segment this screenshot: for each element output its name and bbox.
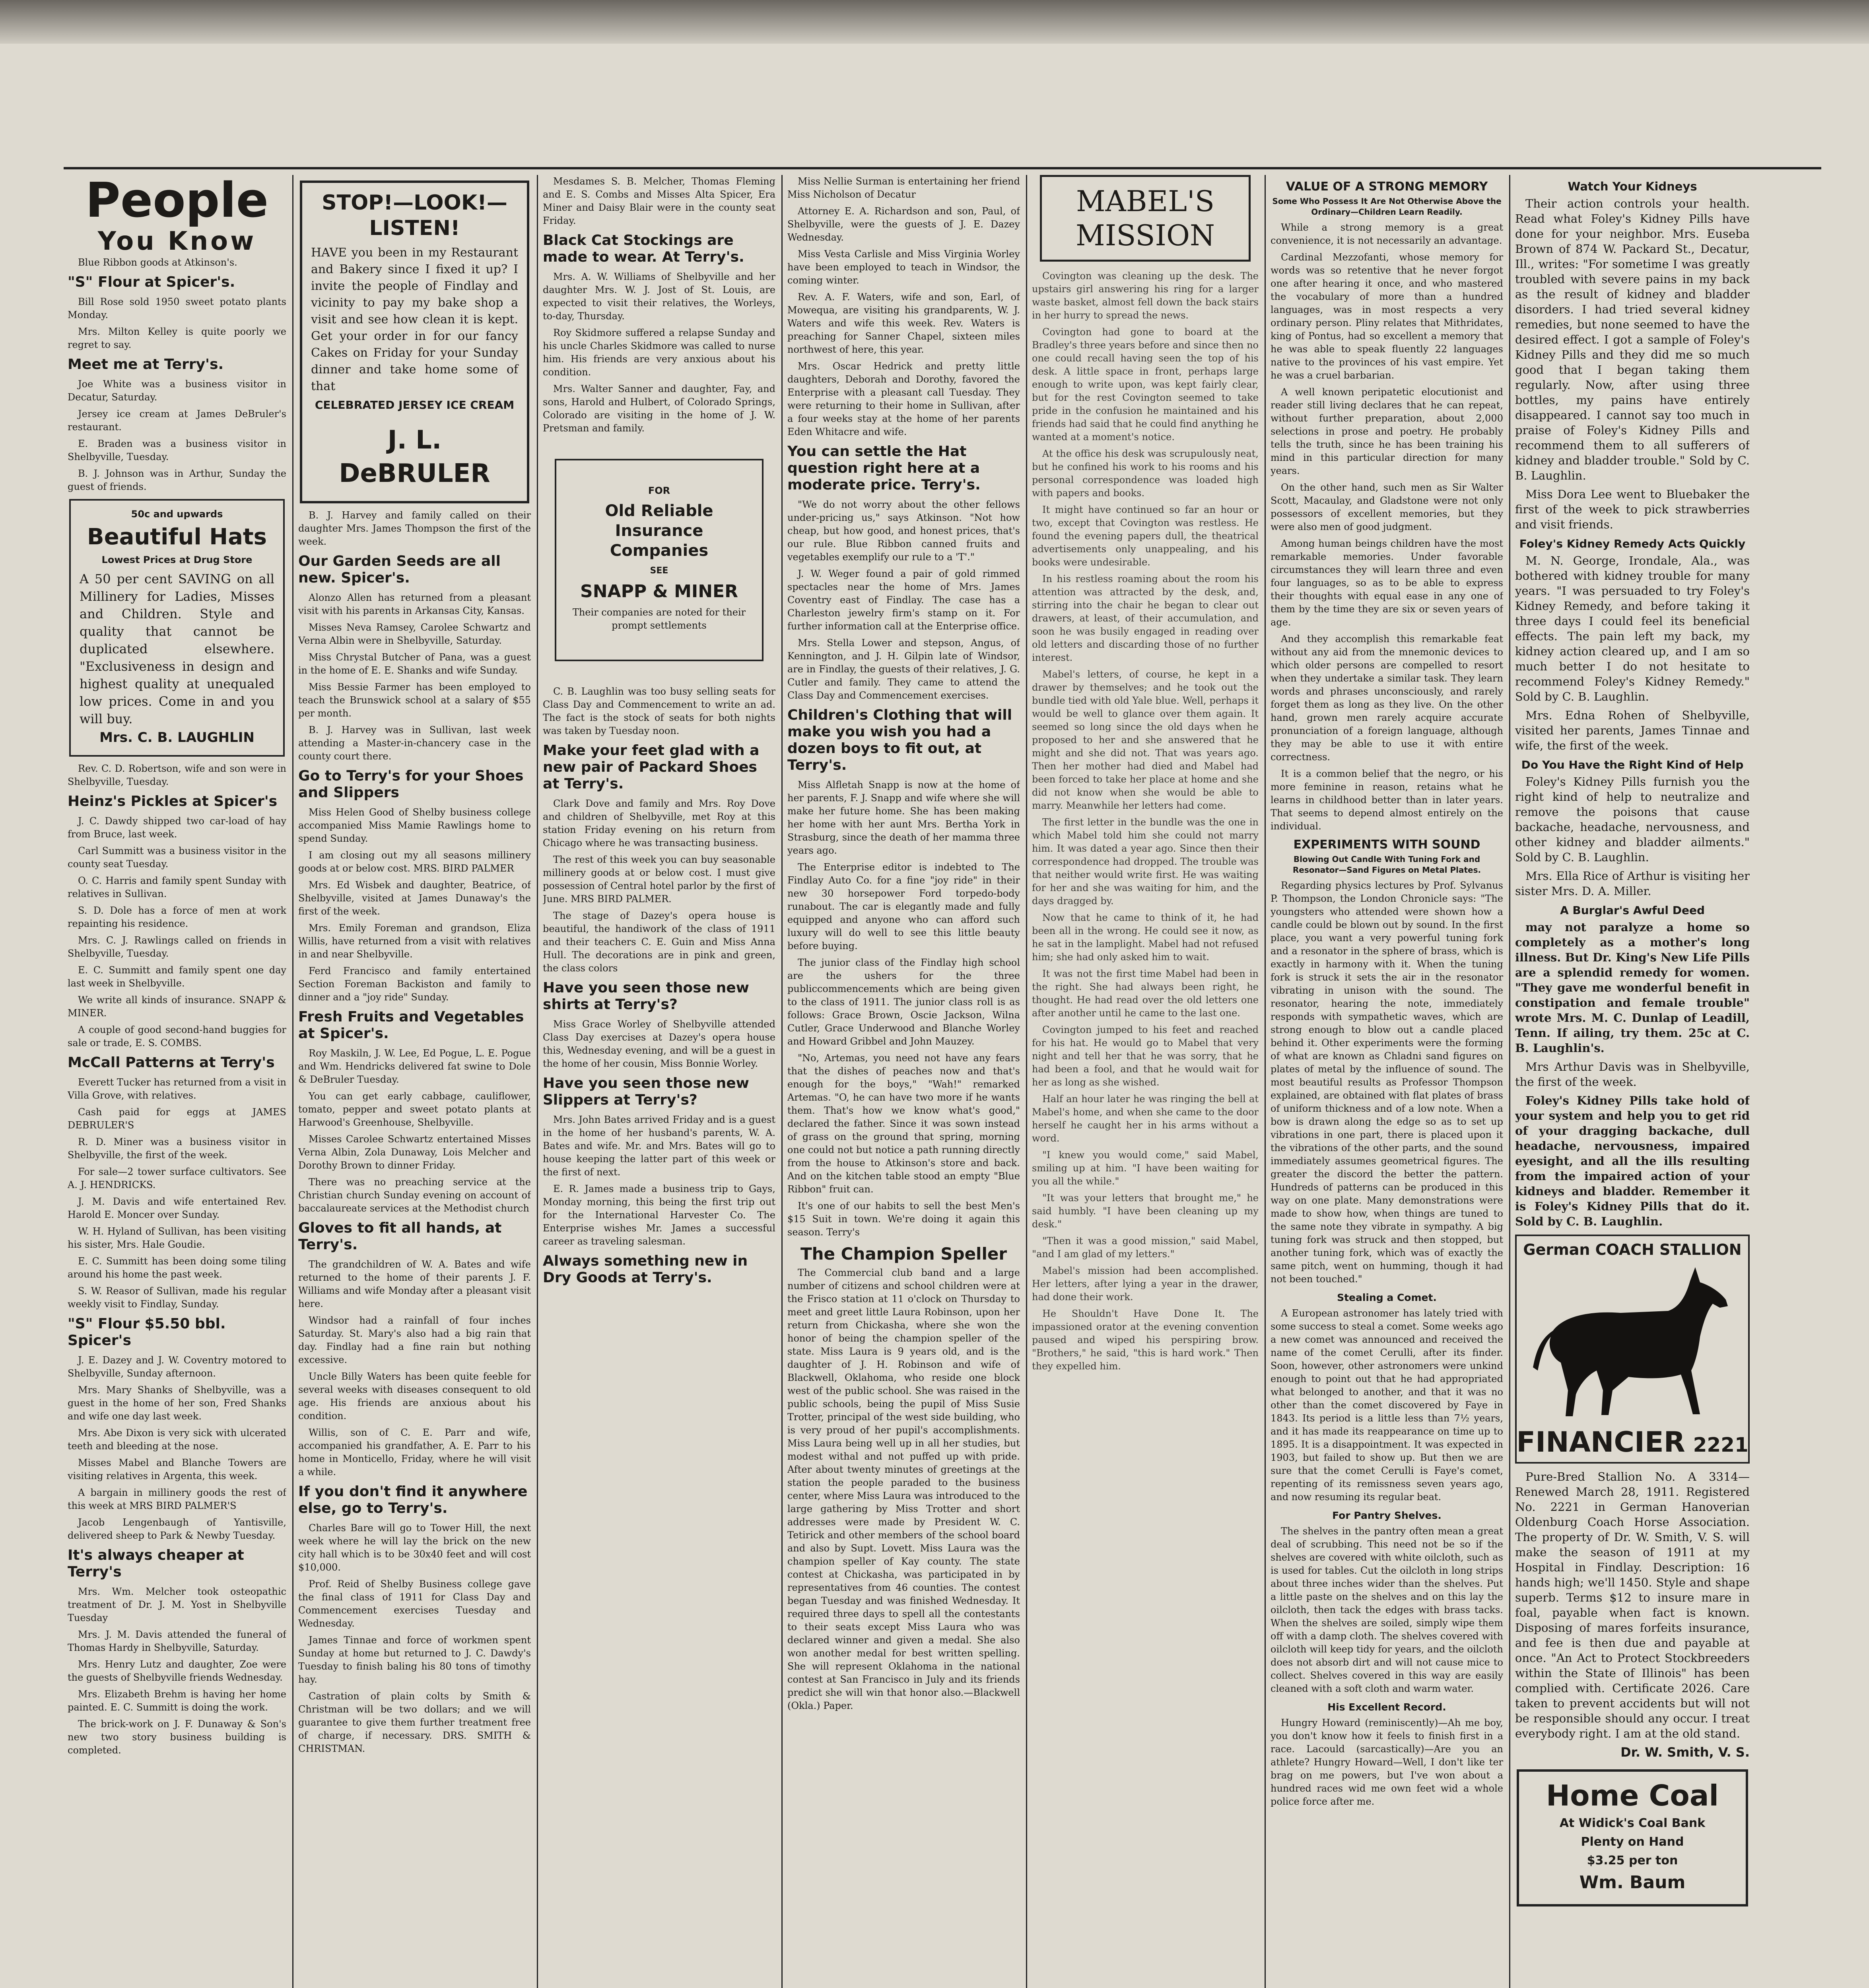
local-item: "S" Flour at Spicer's.	[68, 274, 235, 290]
comet-text: A European astronomer has lately tried with some success to steal a comet. Some weeks ago a new comet was announced and received the name of the comet Cerulli, after its finder. Soon, however, other astronomers were unkind enough to point out that he had appropriated what belonged to another, and that it was no other than the comet discovered by Faye in 1843. Its period is a little less than 7½ years, and it has made its reappearance on time up to 1895. It is a disappointment. It was expected in 1903, but failed to show up. But then we are sure that the comet Cerulli is Faye's comet, repenting of its remissness seven years ago, and now resuming its regular beat.	[1271, 1308, 1503, 1503]
local-item: Gloves to fit all hands, at Terry's.	[298, 1220, 502, 1253]
story-text	[1032, 270, 1259, 1373]
local-item: Windsor had a rainfall of four inches Saturday. St. Mary's also had a big rain that day. Findlay had a fine rain but nothing excessive.	[298, 1315, 531, 1365]
local-item: Have you seen those new Slippers at Terry's?	[543, 1075, 749, 1108]
column-3	[543, 175, 775, 1988]
restaurant-tagline: CELEBRATED JERSEY ICE CREAM	[315, 398, 515, 412]
restaurant-body: HAVE you been in my Restaurant and Bakery since I fixed it up? I invite the people of Findlay and vicinity to pay my bake shop a visit and see how clean it is kept. Get your order in for our fancy Cakes on Friday for your Sunday dinner and take home some of that	[311, 246, 518, 393]
local-item: The rest of this week you can buy seasonable millinery goods at or below cost. I must give possession of Central hotel parlor by the first of June. MRS BIRD PALMER.	[543, 854, 775, 905]
local-item: Mrs. J. M. Davis attended the funeral of Thomas Hardy in Shelbyville, Saturday.	[68, 1629, 286, 1653]
local-item: Always something new in Dry Goods at Terry's.	[543, 1253, 748, 1286]
insurance-agent: SNAPP & MINER	[580, 581, 738, 602]
local-item: J. E. Dazey and J. W. Coventry motored to Shelbyville, Sunday afternoon.	[68, 1355, 286, 1379]
local-item: The stage of Dazey's opera house is beautiful, the handiwork of the class of 1911 and their teachers C. E. Guin and Miss Anna Hull. The decorations are in pink and green, the class colors	[543, 910, 775, 974]
insurance-title: Old Reliable Insurance Companies	[605, 502, 713, 560]
local-item: If you don't find it anywhere else, go to Terry's.	[298, 1483, 528, 1516]
story-paragraph: The first letter in the bundle was the one in which Mabel told him she could not marry him. It was dated a year ago. Since then their correspondence had dropped. The trouble was that neither would write first. He was waiting for her and she was waiting for him, and the days dragged by.	[1032, 817, 1259, 907]
local-item: Mrs. Wm. Melcher took osteopathic treatment of Dr. J. M. Yost in Shelbyville Tuesday	[68, 1586, 286, 1623]
local-item: For sale—2 tower surface cultivators. See A. J. HENDRICKS.	[68, 1166, 286, 1190]
local-item: Heinz's Pickles at Spicer's	[68, 793, 278, 810]
story-paragraph: It might have continued so far an hour or two, except that Covington was restless. He found the evening papers dull, the theatrical advertisements only unappealing, and his books were undesirable.	[1032, 504, 1259, 568]
local-item: It's one of our habits to sell the best Men's $15 Suit in town. We're doing it again this season. Terry's	[787, 1200, 1020, 1238]
story-paragraph: "Then it was a good mission," said Mabel, "and I am glad of my letters."	[1032, 1235, 1259, 1260]
local-item: Mrs. Emily Foreman and grandson, Eliza Willis, have returned from a visit with relatives in and near Shelbyville.	[298, 922, 531, 960]
item-rice: Mrs. Ella Rice of Arthur is visiting her sister Mrs. D. A. Miller.	[1515, 869, 1750, 898]
foley-text: M. N. George, Irondale, Ala., was bothered with kidney trouble for many years. "I was persuaded to try Foley's Kidney Remedy, and before taking it three days I could feel its beneficial effects. The pain left my back, my kidney action cleared up, and I am so much better I do not hesitate to recommend Foley's Kidney Remedy." Sold by C. B. Laughlin.	[1515, 554, 1750, 703]
burglar-text: may not paralyze a home so completely as a mother's long illness. But Dr. King's New Life Pills are a splendid remedy for women. "They gave me wonderful benefit in constipation and female trouble" wrote Mrs. M. C. Dunlap of Leadill, Tenn. If ailing, try them. 25c at C. B. Laughlin's.	[1515, 920, 1750, 1055]
local-item: Mrs. Abe Dixon is very sick with ulcerated teeth and bleeding at the nose.	[68, 1427, 286, 1452]
help-text: Foley's Kidney Pills furnish you the right kind of help to neutralize and remove the poisons that cause backache, headache, nervousness, and other kidney and bladder ailments." Sold by C. B. Laughlin.	[1515, 775, 1750, 864]
local-item: Bill Rose sold 1950 sweet potato plants Monday.	[68, 296, 286, 320]
stallion-number: 2221	[1693, 1433, 1749, 1456]
restaurant-signature: J. L. DeBRULER	[339, 425, 490, 488]
local-item: B. J. Harvey was in Sullivan, last week attending a Master-in-chancery case in the county court there.	[298, 724, 531, 762]
header-rule	[64, 167, 1821, 169]
stallion-signature: Dr. W. Smith, V. S.	[1620, 1745, 1750, 1760]
local-item: It's always cheaper at Terry's	[68, 1547, 244, 1580]
story-paragraph: "It was your letters that brought me," he said humbly. "I have been cleaning up my desk."	[1032, 1192, 1259, 1230]
local-item: J. M. Davis and wife entertained Rev. Harold E. Moncer over Sunday.	[68, 1196, 286, 1220]
stallion-name: FINANCIER	[1516, 1426, 1685, 1458]
local-item: Mrs. Mary Shanks of Shelbyville, was a guest in the home of her son, Fred Shanks and wife one day last week.	[68, 1384, 286, 1422]
story-paragraph: "I knew you would come," said Mabel, smiling up at him. "I have been waiting for you all the while."	[1032, 1149, 1259, 1187]
local-item: Cash paid for eggs at JAMES DEBRULER'S	[68, 1107, 286, 1131]
article-paragraph: A well known peripatetic elocutionist and reader still living declares that he can repeat, without further preparation, about 2,000 selections in prose and poetry. He probably tells the truth, since he has been training his mind in this particular direction for many years.	[1271, 386, 1503, 476]
local-item: Miss Alfletah Snapp is now at the home of her parents, F. J. Snapp and wife where she will make her future home. She has been making her home with her aunt Mrs. Bertha York in Strasburg, since the death of her mamma three years ago.	[787, 779, 1020, 856]
story-paragraph: At the office his desk was scrupulously neat, but he confined his work to his rooms and his personal correspondence was loaded high with papers and books.	[1032, 448, 1259, 499]
local-items	[298, 509, 531, 1755]
local-items-b	[68, 762, 286, 1757]
foley-title: Foley's Kidney Remedy Acts Quickly	[1519, 537, 1746, 550]
column-rule	[292, 175, 293, 1988]
article-paragraph: Regarding physics lectures by Prof. Sylvanus P. Thompson, the London Chronicle says: "The youngsters who attended were shown how a candle could be blown out by sound. In the first place, you want a very powerful tuning fork and a resonator in the sphere of brass, which is exactly in harmony with it. When the tuning fork is struck it sets the air in the resonator vibrating in unison with the sound. The resonator, hearing the note, immediately responds with sympathetic waves, which are strong enough to blow out a candle placed behind it. Other experiments were the forming of what are known as Chladni sand figures on plates of metal by the influence of sound. The most beautiful results as Professor Thompson explained, are obtained with flat plates of brass of uniform thickness and of a low note. When a bow is drawn along the edge so as to set up vibrations in one part, there is placed upon it the vibrations of the other parts, and the sound immediately assumes geometrical figures. The greater the discord the better the pattern. Hundreds of patterns can be produced in this way on one plate. Many demonstrations were made to show how, when things are tuned to the same note they vibrate in sympathy. A big tuning fork was struck and then stopped, but another tuning fork, which was of exactly the same pitch, went on humming, though it had not been touched."	[1271, 880, 1503, 1285]
memory-text	[1271, 221, 1503, 833]
stallion-ad	[1515, 1235, 1750, 1464]
insurance-ad	[555, 459, 764, 661]
local-item: Rev. C. D. Robertson, wife and son were in Shelbyville, Tuesday.	[68, 763, 286, 787]
column-rule	[781, 175, 783, 1988]
local-item: J. W. Weger found a pair of gold rimmed spectacles near the home of Mrs. James Coventry east of Findlay. The case has a Charleston jewelry firm's stamp on it. For further information call at the Enterprise office.	[787, 568, 1020, 632]
page-top-edge	[0, 0, 1869, 44]
local-item: B. J. Johnson was in Arthur, Sunday the guest of friends.	[68, 468, 286, 492]
local-items-a	[543, 175, 775, 435]
column-2	[298, 175, 531, 1988]
shelves-title: For Pantry Shelves.	[1332, 1510, 1442, 1521]
local-item: Black Cat Stockings are made to wear. At Terry's.	[543, 232, 744, 265]
item-rohen: Mrs. Edna Rohen of Shelbyville, visited her parents, James Tinnae and wife, the first of the week.	[1515, 709, 1750, 752]
story-paragraph: Mabel's mission had been accomplished. Her letters, after lying a year in the drawer, had done their work.	[1032, 1265, 1259, 1303]
column-rule	[1026, 175, 1027, 1988]
item-lee: Miss Dora Lee went to Bluebaker the first of the week to pick strawberries and visit friends.	[1515, 487, 1750, 531]
story-paragraph: He Shouldn't Have Done It. The impassioned orator at the evening convention paused and wiped his perspiring brow. "Brothers," he said, "this is hard work." Then they expelled him.	[1032, 1308, 1259, 1372]
local-items-b	[543, 685, 775, 1286]
local-item: Miss Grace Worley of Shelbyville attended Class Day exercises at Dazey's opera house this, Wednesday evening, and will be a guest in the home of her cousin, Miss Bonnie Worley.	[543, 1019, 775, 1069]
local-item: R. D. Miner was a business visitor in Shelbyville, the first of the week.	[68, 1136, 286, 1161]
comet-title: Stealing a Comet.	[1337, 1292, 1437, 1303]
foley2-text: Foley's Kidney Pills take hold of your system and help you to get rid of your dragging backache, dull headache, nervousness, impaired eyesight, and all the ills resulting from the impaired action of your kidneys and bladder. Remember it is Foley's Kidney Pills that do it. Sold by C. B. Laughlin.	[1515, 1094, 1750, 1228]
local-item: James Tinnae and force of workmen spent Sunday at home but returned to J. C. Dawdy's Tuesday to finish baling his 80 tons of timothy hay.	[298, 1635, 531, 1685]
masthead-subtitle: You Know	[97, 227, 256, 256]
story-paragraph: In his restless roaming about the room his attention was attracted by the desk, and, stirring into the chair he began to clear out drawers, at least, of their accumulation, and soon he was busily engaged in reading over old letters and discarding those of no further interest.	[1032, 573, 1259, 663]
local-item: Fresh Fruits and Vegetables at Spicer's.	[298, 1009, 524, 1042]
local-item: Mrs. Elizabeth Brehm is having her home painted. E. C. Summitt is doing the work.	[68, 1689, 286, 1713]
local-item: Mrs. Milton Kelley is quite poorly we regret to say.	[68, 326, 286, 350]
story-paragraph: It was not the first time Mabel had been in the right. She had always been right, he thought. He had read over the old letters one after another until he came to the last one.	[1032, 968, 1259, 1019]
local-item: We write all kinds of insurance. SNAPP & MINER.	[68, 994, 286, 1019]
column-7	[1515, 175, 1750, 1988]
local-item: Our Garden Seeds are all new. Spicer's.	[298, 553, 501, 586]
local-item: Children's Clothing that will make you wish you had a dozen boys to fit out, at Terry's.	[787, 707, 1012, 773]
local-item: Mrs. C. J. Rawlings called on friends in Shelbyville, Tuesday.	[68, 935, 286, 959]
local-item: Have you seen those new shirts at Terry's?	[543, 980, 749, 1013]
local-item: Miss Chrystal Butcher of Pana, was a guest in the home of E. E. Shanks and wife Sunday.	[298, 652, 531, 676]
local-item: O. C. Harris and family spent Sunday with relatives in Sullivan.	[68, 875, 286, 899]
column-rule	[1509, 175, 1510, 1988]
local-item: E. Braden was a business visitor in Shelbyville, Tuesday.	[68, 438, 286, 462]
local-item: Attorney E. A. Richardson and son, Paul, of Shelbyville, were the guests of J. E. Dazey Wednesday.	[787, 206, 1020, 243]
story-paragraph: Covington jumped to his feet and reached for his hat. He would go to Mabel that very night and tell her that he was sorry, that he had been a fool, and that he would wait for her as long as she wished.	[1032, 1024, 1259, 1088]
kidneys-title: Watch Your Kidneys	[1568, 180, 1697, 193]
local-item: Go to Terry's for your Shoes and Slippers	[298, 768, 524, 801]
local-item: Miss Bessie Farmer has been employed to teach the Brunswick school at a salary of $55 per month.	[298, 681, 531, 719]
local-item: E. C. Summitt has been doing some tiling around his home the past week.	[68, 1256, 286, 1280]
local-item: Mrs. A. W. Williams of Shelbyville and her daughter Mrs. W. J. Jost of St. Louis, are expected to visit their relatives, the Worleys, to-day, Thursday.	[543, 271, 775, 322]
local-item: Uncle Billy Waters has been quite feeble for several weeks with diseases consequent to old age. His friends are anxious about his condition.	[298, 1371, 531, 1421]
hats-ad	[69, 499, 285, 757]
insurance-see: SEE	[650, 566, 668, 576]
local-item: There was no preaching service at the Christian church Sunday evening on account of baccalaureate services at the Methodist church	[298, 1176, 531, 1214]
local-item: I am closing out my all seasons millinery goods at or below cost. MRS. BIRD PALMER	[298, 850, 531, 874]
local-item: McCall Patterns at Terry's	[68, 1054, 275, 1071]
local-item: Rev. A. F. Waters, wife and son, Earl, of Mowequa, are visiting his grandparents, W. J. Waters and wife this week. Rev. Waters is preaching for Sanner Chapel, sixteen miles northwest of here, this year.	[787, 291, 1020, 355]
local-item: Mrs. Henry Lutz and daughter, Zoe were the guests of Shelbyville friends Wednesday.	[68, 1659, 286, 1683]
local-item: B. J. Harvey and family called on their daughter Mrs. James Thompson the first of the week.	[298, 510, 531, 547]
local-item: The grandchildren of W. A. Bates and wife returned to the home of their parents J. F. Williams and wife Monday after a pleasant visit here.	[298, 1259, 531, 1309]
local-item: Ferd Francisco and family entertained Section Foreman Backiston and family to dinner and a "joy ride" Sunday.	[298, 965, 531, 1003]
local-item: The junior class of the Findlay high school are the ushers for the three publiccommencements which are being given to the class of 1911. The junior class roll is as follows: Grace Brown, Oscie Jackson, Wilna Cutler, Grace Underwood and Blanche Worley and Howard Gribbel and John Mauzey.	[787, 957, 1020, 1047]
column-5	[1032, 175, 1259, 1988]
local-item: Miss Nellie Surman is entertaining her friend Miss Nicholson of Decatur	[787, 176, 1020, 200]
coal-price: $3.25 per ton	[1587, 1854, 1678, 1868]
memory-title: VALUE OF A STRONG MEMORY	[1286, 180, 1488, 194]
article-paragraph: Among human beings children have the most remarkable memories. Under favorable circumstances they will learn three and even four languages, so as to be able to express their thoughts with equal ease in any one of them by the time they are six or seven years of age.	[1271, 538, 1503, 628]
local-item: You can settle the Hat question right here at a moderate price. Terry's.	[787, 443, 981, 493]
hats-tagline: Lowest Prices at Drug Store	[101, 554, 253, 565]
local-item: "No, Artemas, you need not have any fears that the dishes of peaches now and that's enough for the boys," "Wah!" remarked Artemas. "O, he can have two more if he wants them. That's how we know what's good," declared the father. Since it was sown instead of grass on the ground that spring, morning one could not but notice a path running directly from the house to Atkinson's store and back. And on the kitchen table stood an empty "Blue Ribbon" fruit can.	[787, 1052, 1020, 1195]
kidneys-text: Their action controls your health. Read what Foley's Kidney Pills have done for your neighbor. Mrs. Euseba Brown of 874 W. Packard St., Decatur, Ill., writes: "For sometime I was greatly troubled with severe pains in my back as the result of kidney and bladder disorders. I had tried several kidney remedies, but none seemed to have the desired effect. I got a sample of Foley's Kidney Pills and they did me so much good that I began taking them regularly. Now, after using three bottles, my pains have entirely disappeared. I cannot say too much in praise of Foley's Kidney Pills and recommend them to all sufferers of kidney and bladder trouble." Sold by C. B. Laughlin.	[1515, 197, 1750, 482]
coal-title: Home Coal	[1546, 1779, 1719, 1812]
story-paragraph: Half an hour later he was ringing the bell at Mabel's home, and when she came to the door herself he caught her in his arms without a word.	[1032, 1093, 1259, 1144]
item-davis: Mrs Arthur Davis was in Shelbyville, the first of the week.	[1515, 1060, 1750, 1089]
local-item: Miss Vesta Carlisle and Miss Virginia Worley have been employed to teach in Windsor, the coming winter.	[787, 248, 1020, 286]
local-item: Roy Skidmore suffered a relapse Sunday and his uncle Charles Skidmore was called to nurse him. His friends are very anxious about his condition.	[543, 327, 775, 378]
local-item: S. W. Reasor of Sullivan, made his regular weekly visit to Findlay, Sunday.	[68, 1285, 286, 1310]
stallion-title: German COACH STALLION	[1523, 1241, 1742, 1258]
local-item: "We do not worry about the other fellows under-pricing us," says Atkinson. "Not how cheap, but how good, and honest prices, that's our rule. Blue Ribbon canned fruits and vegetables exemplify our rule to a 'T'."	[787, 499, 1020, 563]
sound-title: EXPERIMENTS WITH SOUND	[1293, 838, 1480, 852]
hats-price: 50c and upwards	[131, 509, 223, 520]
speller-text: The Commercial club band and a large number of citizens and school children were at the Frisco station at 11 o'clock on Thursday to meet and greet little Laura Robinson, upon her return from Chickasha, where she won the honor of being the champion speller of the state. Miss Laura is 9 years old, and is the daughter of J. H. Robinson and wife of Blackwell, Oklahoma, who reside one block west of the public school. She was raised in the public schools, being the pupil of Miss Susie Trotter, principal of the west side building, who is very proud of her pupil's accomplishments. Miss Laura being well up in all her studies, but modest withal and not puffed up with pride. After about twenty minutes of greetings at the station the people paraded to the business center, where Miss Laura was introduced to the large gathering by Miss Trotter and short addresses were made by President W. C. Tetirick and other members of the school board and also by Supt. Lovett. Miss Laura was the champion speller of Kay county. The state contest at Chickasha, was participated in by representatives from 46 counties. The contest began Tuesday and was finished Wednesday. It required three days to spell all the contestants to their seats except Miss Laura who was declared winner and given a medal. She also won another medal for best written spelling. She will represent Oklahoma in the national contest at San Francisco in July and its friends predict she will win that honor also.—Blackwell (Okla.) Paper.	[787, 1267, 1020, 1711]
article-paragraph: On the other hand, such men as Sir Walter Scott, Macaulay, and Gladstone were not only possessors of excellent memories, but they were also men of good judgment.	[1271, 482, 1503, 532]
local-item: Alonzo Allen has returned from a pleasant visit with his parents in Arkansas City, Kansas.	[298, 592, 531, 616]
local-item: Make your feet glad with a new pair of Packard Shoes at Terry's.	[543, 742, 760, 792]
sound-subtitle: Blowing Out Candle With Tuning Fork and Resonator—Sand Figures on Metal Plates.	[1292, 854, 1481, 875]
column-1	[68, 175, 286, 1988]
story-paragraph: Now that he came to think of it, he had been all in the wrong. He could see it now, as he sat in the lamplight. Mabel had not refused him; she had only asked him to wait.	[1032, 912, 1259, 963]
local-item: Jacob Lengenbaugh of Yantisville, delivered sheep to Park & Newby Tuesday.	[68, 1517, 286, 1541]
local-item: S. D. Dole has a force of men at work repainting his residence.	[68, 905, 286, 929]
record-text: Hungry Howard (reminiscently)—Ah me boy, you don't know how it feels to finish first in a race. Lacould (sarcastically)—Are you an athlete? Hungry Howard—Well, I don't like ter brag on me powers, but I've won about a hundred races wid me own feet wid a whole police force after me.	[1271, 1717, 1503, 1807]
insurance-small: FOR	[648, 485, 670, 496]
local-item: Joe White was a business visitor in Decatur, Saturday.	[68, 379, 286, 403]
column-rule	[537, 175, 538, 1988]
local-item: Roy Maskiln, J. W. Lee, Ed Pogue, L. E. Pogue and Wm. Hendricks delivered fat swine to Dole & DeBruler Tuesday.	[298, 1048, 531, 1085]
local-item: A couple of good second-hand buggies for sale or trade, E. S. COMBS.	[68, 1024, 286, 1048]
local-item: Prof. Reid of Shelby Business college gave the final class of 1911 for Class Day and Commencement exercises Tuesday and Wednesday.	[298, 1578, 531, 1629]
local-item: Misses Neva Ramsey, Carolee Schwartz and Verna Albin were in Shelbyville, Saturday.	[298, 622, 531, 646]
horse-icon	[1529, 1263, 1736, 1422]
local-item: Mrs. John Bates arrived Friday and is a guest in the home of her husband's parents, W. A. Bates and wife. Mr. and Mrs. Bates will go to house keeping the latter part of this week or the first of next.	[543, 1114, 775, 1178]
story-paragraph: Covington had gone to board at the Bradley's three years before and since then no one could recall having seen the top of his desk. A little space in front, perhaps large enough to write upon, was kept fairly clear, but for the rest Covington seemed to take pride in the confusion he maintained and his friends had said that he could find anything he wanted at a moment's notice.	[1032, 326, 1259, 443]
local-item: Miss Helen Good of Shelby business college accompanied Miss Mamie Rawlings home to spend Sunday.	[298, 807, 531, 844]
masthead-title: People	[85, 175, 269, 228]
coal-line1: At Widick's Coal Bank	[1559, 1816, 1706, 1830]
article-paragraph: Cardinal Mezzofanti, whose memory for words was so retentive that he never forgot one after hearing it once, and who mastered the vocabulary of more than a hundred languages, was in most respects a very ordinary person. Pliny relates that Mithridates, king of Pontus, had so excellent a memory that he was able to speak fluently 22 languages native to the provinces of his vast empire. Yet he was a cruel barbarian.	[1271, 252, 1503, 381]
burglar-title: A Burglar's Awful Deed	[1560, 904, 1705, 917]
help-title: Do You Have the Right Kind of Help	[1521, 758, 1744, 771]
article-paragraph: While a strong memory is a great convenience, it is not necessarily an advantage.	[1271, 222, 1503, 246]
story-title: MABEL'S MISSION	[1075, 184, 1215, 252]
local-item: Mrs. Walter Sanner and daughter, Fay, and sons, Harold and Hulbert, of Colorado Springs, Colorado are visiting in the home of J. W. Pretsman and family.	[543, 383, 775, 434]
article-paragraph: It is a common belief that the negro, or his more feminine in reason, retains what he learns in childhood better than in later years. That seems to depend almost entirely on the individual.	[1271, 768, 1503, 832]
memory-subtitle: Some Who Possess It Are Not Otherwise Above the Ordinary—Children Learn Readily.	[1272, 196, 1502, 217]
local-item: "S" Flour $5.50 bbl. Spicer's	[68, 1316, 226, 1349]
column-rule	[1265, 175, 1266, 1988]
local-item: The Enterprise editor is indebted to The Findlay Auto Co. for a fine "joy ride" in their new 30 horsepower Ford torpedo-body runabout. The car is elegantly made and fully equipped and anyone who can afford such luxury will do well to see this little beauty before buying.	[787, 862, 1020, 951]
restaurant-headline: STOP!—LOOK!—LISTEN!	[322, 191, 507, 240]
shelves-text: The shelves in the pantry often mean a great deal of scrubbing. This need not be so if the shelves are covered with white oilcloth, such as is used for tables. Cut the oilcloth in long strips about three inches wider than the shelves. Put a little paste on the shelves and on this lay the oilcloth, then tack the edges with brass tacks. When the shelves are soiled, simply wipe them off with a damp cloth. The shelves covered with oilcloth will keep tidy for years, and the oilcloth does not absorb dirt and will not cause mice to collect. Shelves covered in this way are easily cleaned with a soft cloth and warm water.	[1271, 1526, 1503, 1694]
local-item: Mrs. Oscar Hedrick and pretty little daughters, Deborah and Dorothy, favored the Enterprise with a pleasant call Tuesday. They were returning to their home in Sullivan, after a four weeks stay at the home of her parents Eden Whitacre and wife.	[787, 361, 1020, 437]
local-item: E. R. James made a business trip to Gays, Monday morning, this being the first trip out for the International Harvester Co. The Enterprise wishes Mr. James a successful career as traveling salesman.	[543, 1183, 775, 1247]
column-6	[1271, 175, 1503, 1988]
story-paragraph: Covington was cleaning up the desk. The upstairs girl answering his ring for a larger waste basket, almost fell down the back stairs in her hurry to spread the news.	[1032, 270, 1259, 321]
coal-line2: Plenty on Hand	[1581, 1835, 1684, 1849]
local-item: C. B. Laughlin was too busy selling seats for Class Day and Commencement to write an ad. The fact is the stock of seats for both nights was taken by Tuesday noon.	[543, 686, 775, 736]
hats-signature: Mrs. C. B. LAUGHLIN	[99, 730, 255, 746]
local-item: Willis, son of C. E. Parr and wife, accompanied his grandfather, A. E. Parr to his home in Monticello, Friday, where he will visit a while.	[298, 1427, 531, 1477]
coal-ad	[1517, 1769, 1748, 1906]
local-item: Misses Mabel and Blanche Towers are visiting relatives in Argenta, this week.	[68, 1457, 286, 1481]
local-item: The brick-work on J. F. Dunaway & Son's new two story business building is completed.	[68, 1718, 286, 1756]
story-title-box	[1040, 175, 1251, 262]
local-item: W. H. Hyland of Sullivan, has been visiting his sister, Mrs. Hale Goudie.	[68, 1226, 286, 1250]
local-item: Mesdames S. B. Melcher, Thomas Fleming and E. S. Combs and Misses Alta Spicer, Era Miner and Daisy Blair were in the county seat Friday.	[543, 176, 775, 226]
record-title: His Excellent Record.	[1327, 1701, 1446, 1713]
local-item: Clark Dove and family and Mrs. Roy Dove and children of Shelbyville, met Roy at this station Friday evening on his return from Chicago where he was transacting business.	[543, 798, 775, 848]
coal-signature: Wm. Baum	[1579, 1872, 1686, 1893]
insurance-tagline: Their companies are noted for their prompt settlements	[572, 607, 746, 631]
local-item: Blue Ribbon goods at Atkinson's.	[78, 257, 237, 268]
local-item: A bargain in millinery goods the rest of this week at MRS BIRD PALMER'S	[68, 1487, 286, 1511]
local-item: Charles Bare will go to Tower Hill, the next week where he will lay the brick on the new city hall which is to be 30x40 feet and will cost $10,000.	[298, 1522, 531, 1573]
article-paragraph: And they accomplish this remarkable feat without any aid from the mnemonic devices to which older persons are compelled to resort when they undertake a similar task. They learn words and phrases unconsciously, and rarely forget them as long as they live. On the other hand, grown men rarely acquire accurate pronunciation of a foreign language, although they may be able to use it with entire correctness.	[1271, 633, 1503, 763]
story-paragraph: Mabel's letters, of course, he kept in a drawer by themselves; and he took out the bundle tied with old Yale blue. Well, perhaps it would be well to glance over them again. It seemed so long since the old days when he proposed to her and she answered that he might and she did not. That was years ago. Then her mother had died and Mabel had been forced to take her place at home and she did not know when she would be able to marry. Meanwhile her letters had come.	[1032, 669, 1259, 811]
local-item: Mrs. Stella Lower and stepson, Angus, of Kennington, and J. H. Gilpin late of Windsor, are in Findlay, the guests of their relatives, J. G. Cutler and family. They came to attend the Class Day and Commencement exercises.	[787, 637, 1020, 701]
hats-body: A 50 per cent SAVING on all Millinery for Ladies, Misses and Children. Style and quality that cannot be duplicated elsewhere. "Exclusiveness in design and highest quality at unequaled low prices. Come in and you will buy.	[80, 571, 274, 726]
local-item: Castration of plain colts by Smith & Christman will be two dollars; and we will guarantee to give them further treatment free of charge, if necessary. DRS. SMITH & CHRISTMAN.	[298, 1691, 531, 1754]
speller-title: The Champion Speller	[800, 1244, 1007, 1264]
local-item: Carl Summitt was a business visitor in the county seat Tuesday.	[68, 845, 286, 870]
local-item: Meet me at Terry's.	[68, 356, 224, 373]
local-items	[787, 175, 1020, 1239]
local-items-a	[68, 256, 286, 493]
local-item: Everett Tucker has returned from a visit in Villa Grove, with relatives.	[68, 1077, 286, 1101]
stallion-text: Pure-Bred Stallion No. A 3314—Renewed March 28, 1911. Registered No. 2221 in German Hanoverian Oldenburg Coach Horse Association. The property of Dr. W. Smith, V. S. will make the season of 1911 at my Hospital in Findlay. Description: 16 hands high; we'll 1450. Style and shape superb. Terms $12 to insure mare in foal, payable when fact is known. Disposing of mares forfeits insurance, and fee is then due and payable at once. "An Act to Protect Stockbreeders within the State of Illinois" has been complied with. Certificate 2026. Care taken to prevent accidents but will not be responsible should any occur. I treat everybody right. I am at the old stand.	[1515, 1470, 1750, 1740]
local-item: Misses Carolee Schwartz entertained Misses Verna Albin, Zola Dunaway, Lois Melcher and Dorothy Brown to dinner Friday.	[298, 1134, 531, 1171]
local-item: J. C. Dawdy shipped two car-load of hay from Bruce, last week.	[68, 815, 286, 840]
sound-text	[1271, 879, 1503, 1286]
people-masthead	[68, 175, 286, 256]
local-item: You can get early cabbage, cauliflower, tomato, pepper and sweet potato plants at Harwood's Greenhouse, Shelbyville.	[298, 1091, 531, 1128]
restaurant-ad	[300, 181, 529, 503]
local-item: Jersey ice cream at James DeBruler's restaurant.	[68, 408, 286, 433]
stallion-name-row	[1516, 1426, 1749, 1458]
local-item: E. C. Summitt and family spent one day last week in Shelbyville.	[68, 965, 286, 989]
column-4	[787, 175, 1020, 1988]
local-item: Mrs. Ed Wisbek and daughter, Beatrice, of Shelbyville, visited at James Dunaway's the first of the week.	[298, 879, 531, 917]
hats-title: Beautiful Hats	[87, 524, 267, 550]
